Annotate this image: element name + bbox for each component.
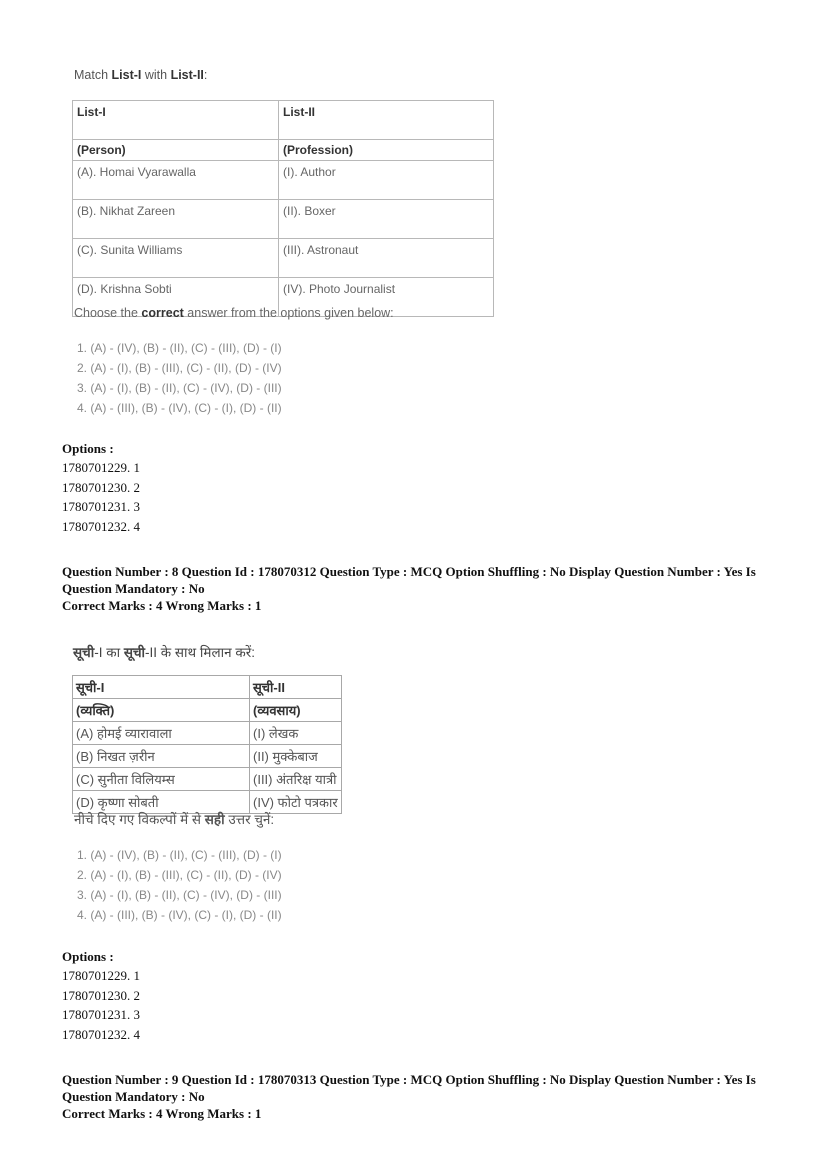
answer-option: 2. (A) - (I), (B) - (III), (C) - (II), (D) - (IV) (77, 361, 282, 375)
option-item: 1780701230. 2 (62, 479, 140, 495)
q8-match-table (72, 675, 342, 814)
table-row: (B) निखत ज़रीन (II) मुक्केबाज (73, 745, 342, 768)
q8-options-heading: Options : (62, 949, 114, 964)
q7-choose-instruction: Choose the correct answer from the options given below: (74, 306, 394, 320)
option-item: 1780701230. 2 (62, 987, 140, 1003)
option-item: 1780701231. 3 (62, 499, 140, 514)
table-subheader-row: (Person) (Profession) (73, 140, 494, 161)
answer-option: 4. (A) - (III), (B) - (IV), (C) - (I), (D) - (II) (77, 908, 282, 922)
answer-option: 1. (A) - (IV), (B) - (II), (C) - (III), (D) - (I) (77, 848, 282, 862)
option-item: 1780701229. 1 (62, 968, 140, 983)
table-row: (D). Krishna Sobti (IV). Photo Journalist (73, 278, 494, 317)
q8-choose-instruction: नीचे दिए गए विकल्पों में से सही उत्तर चुनें: (74, 812, 275, 827)
table-row: (B). Nikhat Zareen (II). Boxer (73, 200, 494, 239)
table-row: (D) कृष्णा सोबती (IV) फोटो पत्रकार (73, 791, 342, 814)
answer-option: 3. (A) - (I), (B) - (II), (C) - (IV), (D) - (III) (77, 888, 282, 902)
q7-match-table (72, 100, 494, 317)
q8-answer-options (77, 845, 282, 925)
q7-answer-options (77, 338, 282, 418)
table-row: (A) होमई व्यारावाला (I) लेखक (73, 722, 342, 745)
option-item: 1780701232. 4 (62, 518, 140, 534)
q8-instruction: सूची-I का सूची-II के साथ मिलान करें: (73, 645, 255, 660)
table-row: (C). Sunita Williams (III). Astronaut (73, 239, 494, 278)
answer-option: 2. (A) - (I), (B) - (III), (C) - (II), (D) - (IV) (77, 868, 282, 882)
option-item: 1780701231. 3 (62, 1007, 140, 1022)
q8-metadata: Question Number : 8 Question Id : 178070312 Question Type : MCQ Option Shuffling : No Display Question Number : Yes Is Question Mandatory : No Correct Marks : 4 Wrong Marks : 1 (62, 564, 756, 613)
q7-instruction: Match List-I with List-II: (74, 68, 208, 82)
answer-option: 3. (A) - (I), (B) - (II), (C) - (IV), (D) - (III) (77, 381, 282, 395)
q7-options-heading: Options : (62, 441, 114, 456)
table-row: (A). Homai Vyarawalla (I). Author (73, 161, 494, 200)
answer-option: 1. (A) - (IV), (B) - (II), (C) - (III), (D) - (I) (77, 341, 282, 355)
table-header-row: List-I List-II (73, 101, 494, 140)
table-row: (C) सुनीता विलियम्स (III) अंतरिक्ष यात्री (73, 768, 342, 791)
option-item: 1780701232. 4 (62, 1026, 140, 1042)
table-subheader-row: (व्यक्ति) (व्यवसाय) (73, 699, 342, 722)
q8-options-list (62, 966, 140, 1044)
q9-metadata: Question Number : 9 Question Id : 178070313 Question Type : MCQ Option Shuffling : No Display Question Number : Yes Is Question Mandatory : No Correct Marks : 4 Wrong Marks : 1 (62, 1072, 756, 1121)
option-item: 1780701229. 1 (62, 460, 140, 475)
q7-options-list (62, 458, 140, 536)
table-header-row: सूची-I सूची-II (73, 676, 342, 699)
answer-option: 4. (A) - (III), (B) - (IV), (C) - (I), (D) - (II) (77, 401, 282, 415)
